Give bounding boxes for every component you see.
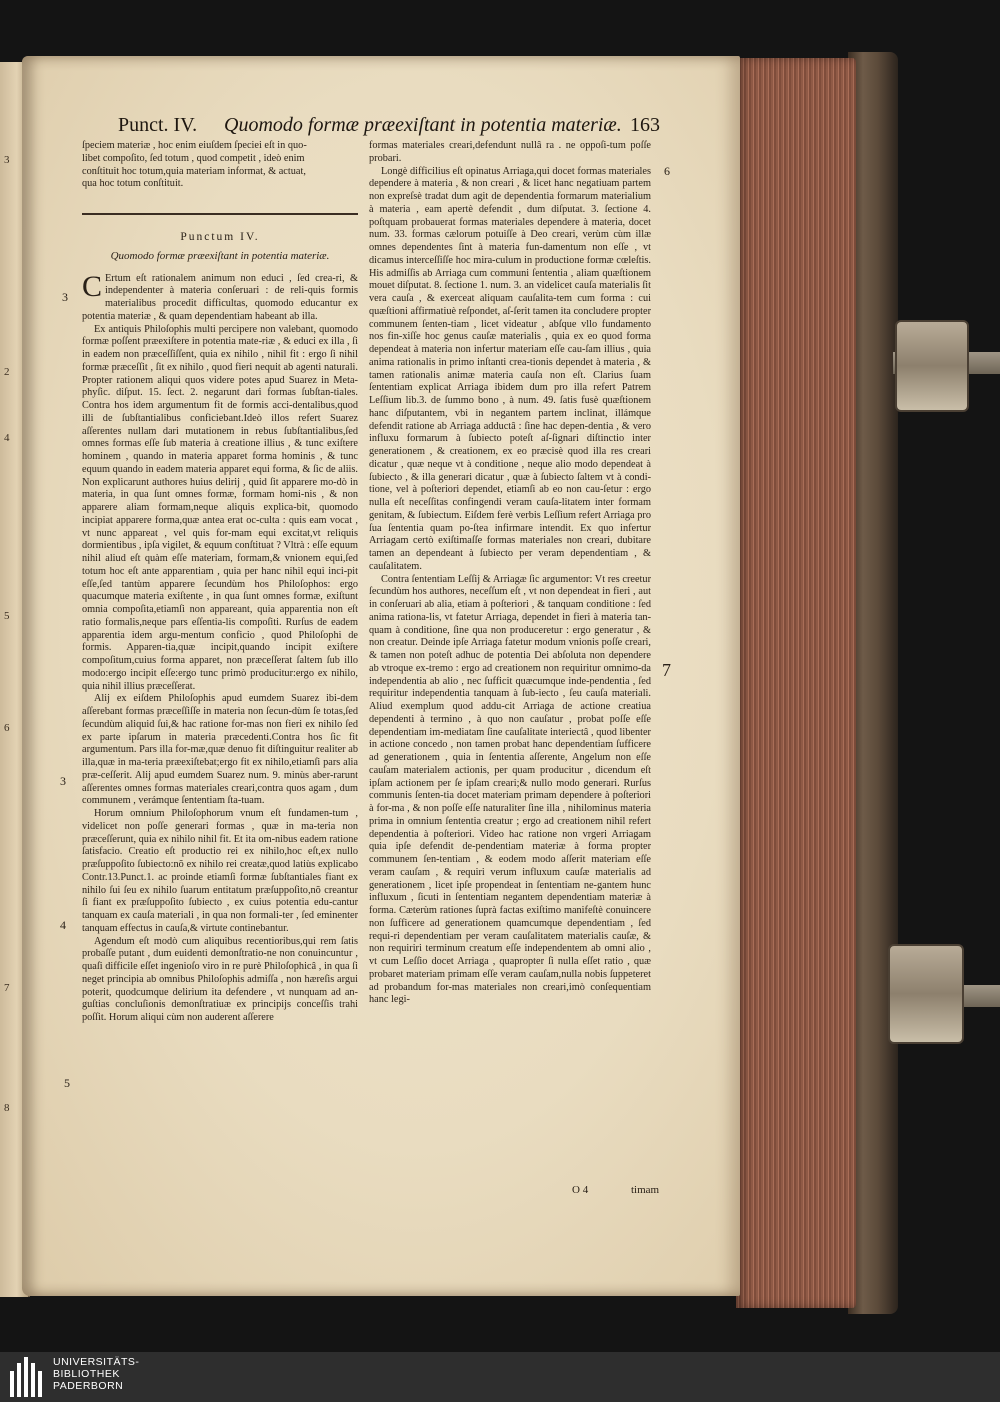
paragraph-text: Ertum eſt rationalem animum non educi , ſed crea-ri, & independenter à materia conſeruari : de reli-quis formis materialibus procedit difficultas, quomodo educantur ex potentia materiæ , & quam dependentiam habeant ab illa. xyxy=(82,272,358,322)
left-page-margin-number: 5 xyxy=(4,610,10,622)
library-logo-bar xyxy=(0,1352,1000,1402)
paragraph: Longè difficilius eſt opinatus Arriaga,qui docet formas materiales dependere à materia , & non creari , & licet hanc negatiuam partem non expreſsè tradat dum agit de dependentia formarum materialium à materia , eam apertè defendit , dum diſputat. 3. ſectione 4. poſtquam probauerat formas materiales dependere à materia, docet num. 33. formas cælorum potuiſſe à Deo creari, verùm cùm illæ omnes dependentes ſint à materia fun-damentum non eſſe , vt dicamus interceſſiſſe hoc mira-culum in productione formæ cœleſtis. His admiſſis ab Arriaga cum communi ſententia , aliam quæſtionem mouet diſputat. 8. ſectione 1. num. 3. an videlicet cauſa materialis ſit vera cauſa , & exerceat aliquam cauſalita-tem cum forma : cui quæſtioni affirmatiuè reſpondet, aſ-ſerit tamen ita concludere propter communem ſenten-tiam , licet videatur , abſque vllo fundamento nos fin-xiſſe hoc genus cauſæ materialis , quia ex eo quod forma dependeat à materia non infertur materiam eſſe cau-ſam illius , quia anima rationalis in primo inſtanti crea-tionis dependet à materia , & tamen rationalis animæ materia cauſa non eſt. Clarius ſuam ſententiam explicat Arriaga ibidem dum pro illa refert Patrem Leſſium lib.3. de ſummo bono , à num. 49. ſatis fusè quæſtionem hanc diſputantem, vbi in negantem partem inclinat, illámque defendit ratione ab Arriaga adductâ : ſine hac depen-dentia , & vero influxu formarum à ſubiecto poteſt aſ-ſignari diſtinctio inter generationem , & creationem, ex eo præcisè quod illa res creari dicatur , quæ neque vt à conditione , neque alio modo dependeat à ſubiecto , & illa generari dicatur , quæ à ſubiecto ſaltem vt à condi-tione, vel à poſteriori dependet, etiamſi ab eo non cau-ſetur : ergo nulla eſt neceſſitas confingendi veram cauſa-litatem inter formam genitam, & ſubiectum. Eiſdem ferè verbis Leſſium refert Arriaga pro ſua ſententia quam po-ſtea infirmare intendit. Ex quo infertur Arriagam certò exiſtimaſſe formas materiales non creari, dubitare tamen an dependeant à ſubiecto per veram dependentiam , & cauſalitatem. xyxy=(369,165,651,572)
section-heading: Punctum IV. xyxy=(180,231,260,243)
left-page-margin-number: 2 xyxy=(4,366,10,378)
paragraph: Contra ſententiam Leſſij & Arriagæ ſic argumentor: Vt res creetur ſecundùm hos authores, neceſſum eſt , vt non dependeat in fieri , aut in conſeruari ab alia, etiam à poſteriori , & tanquam conditione : ſed anima rationa-lis, vt fatetur Arriaga, dependet in fieri à materia tan-quam à conditione, ſine qua non produceretur : ergo generatur , & non creatur. Deinde ipſe Arriaga fatetur modum vnionis poſſe creari, & tamen non poteſt adhuc de potentia Dei abſoluta non dependere ab vtroque ex-tremo : ergo ad creationem non requiritur omnimo-da independentia ab alio , nec ſufficit quæcumque inde-pendentia , ſed requiritur independentia tanquam à ſub-iecto , ſeu cauſa materiali. Aliud exemplum quod addu-cit Arriaga de actione creatiua dependenti à termino , à quo non cauſatur , probat poſſe eſſe dependentiam im-mediatam ſine cauſalitate interiectâ , quod libenter in actione concedo , non tamen probat hanc dependentiam ſufficere ad generationem , quia in ſententia aſſerente, Angelum non eſſe cauſam materialem actionis, per quam producitur , dicendum eſt ipſam actionem per ſe ipſam creari;& nullo modo generari. Rurſus communis ſenten-tia docet materiam primam dependere à poſteriori à for-ma , & non poſſe eſſe naturaliter ſine illa , nihilominus materia prima in omnium ſententia creatur ; ergo ad creationem nihil refert dependentia à poſteriori. Video hac ratione non vrgeri Arriagam quia ipſe defendit de-pendentiam materiæ à forma propter communem ſen-tentiam , & eodem modo aſſerit materiam eſſe veram cauſam , & requiri verum influxum cauſæ materialis ad generationem , licet ipſe propendeat in ſententiam ne-gantem hunc influxum , ſicuti in ſententiam negantem dependentiam materiæ à forma. Cæterùm rationes ſuprà factas exiſtimo manifeſtè conuincere non ſufficere ad generationem quamcumque dependentiam , ſed requi-ri dependentiam per veram cauſalitatem materialis cauſæ, & non requiriri terminum creatum eſſe independentem ab omni alio , vt cum Leſſio docet Arriaga , quapropter ſi nulla eſſet ratio , quæ probaret materiam primam eſſe veram cauſam,nulla nobis ſuppeteret ad probandum for-mas materiales non creari,imò conſequentiam hanc legi- xyxy=(369,573,651,1006)
margin-number: 7 xyxy=(662,660,671,680)
paragraph xyxy=(82,269,358,324)
margin-number: 6 xyxy=(664,164,670,178)
library-logo-icon xyxy=(10,1357,46,1397)
running-head-punctum: Punct. IV. xyxy=(118,114,198,136)
page-number: 163 xyxy=(630,114,660,136)
section-rule xyxy=(82,213,358,215)
signature-mark: O 4 xyxy=(572,1184,589,1196)
margin-number: 5 xyxy=(64,1076,70,1090)
left-text-column xyxy=(82,140,358,1025)
book-clasp-upper xyxy=(895,320,969,412)
library-name-line: PADERBORN xyxy=(53,1380,124,1392)
section-subheading: Quomodo formæ præexiſtant in potentia materiæ. xyxy=(110,249,330,262)
library-name-line: UNIVERSITÄTS- xyxy=(53,1356,140,1368)
left-page-margin-number: 7 xyxy=(4,982,10,994)
right-text-column xyxy=(369,140,651,1007)
left-page-margin-number: 4 xyxy=(4,432,10,444)
text-line: qua hoc totum conſtituit. xyxy=(82,178,184,190)
left-page-margin-number: 3 xyxy=(4,154,10,166)
paragraph: Agendum eſt modò cum aliquibus recentioribus,qui rem ſatis probaſſe putant , dum euidenti demonſtratio-ne non conuincuntur , quaſi difficile eſſet ingenioſo viro in re purè Philoſophicâ , in qua ſi neget principia ab omnibus Philoſophis admiſſa , non hæreſis argui poterit, quodcumque delirium ita defendere , vt nunquam ad an-guſtias concluſionis demonſtratiuæ ex principijs conceſſis trahi poſſit. Horum aliqui cùm non auderent aſſerere xyxy=(82,935,358,1023)
catchword: timam xyxy=(630,1184,660,1196)
running-head xyxy=(118,114,658,142)
page-footer xyxy=(572,1184,699,1196)
running-head-title: Quomodo formæ præexiſtant in potentia materiæ. xyxy=(224,114,622,136)
text-line: libet compoſito, ſed totum , quod competit , ideò enim xyxy=(82,152,305,164)
margin-number: 4 xyxy=(60,918,66,932)
left-page-margin-number: 6 xyxy=(4,722,10,734)
text-line: conſtituit hoc totum,quia materiam informat, & actuat, xyxy=(82,165,306,177)
left-page-margin-number: 8 xyxy=(4,1102,10,1114)
book-clasp-lower xyxy=(888,944,964,1044)
margin-number: 3 xyxy=(60,774,66,788)
margin-number: 3 xyxy=(62,290,68,304)
paragraph: formas materiales creari,defendunt nullâ ra . ne oppoſi-tum poſſe probari. xyxy=(369,140,651,164)
paragraph: Alij ex eiſdem Philoſophis apud eumdem Suarez ibi-dem aſſerebant formas præceſſiſſe in materia non ſecun-dùm ſe totas,ſed ſecundùm aliquid ſui,& hac ratione for-mas non fieri ex nihilo ſed ex parte ipſarum in materia præcedenti.Contra hos ſic fit argumentum. Pars illa for-mæ,quæ denuo fit diſtinguitur realiter ab illa,quæ in ma-teria præexiſtebat;ergo fit ex nihilo,etiamſi pars alia præ-ceſſerit. Alij apud eumdem Suarez num. 9. minùs aber-rarunt aſſerentes omnes formas materiales creari,contra quos agam , dum communem , verámque ſententiam ſta-tuam. xyxy=(82,693,358,807)
text-line: ſpeciem materiæ , hoc enim eiuſdem ſpeciei eſt in quo- xyxy=(82,140,307,151)
paragraph: Horum omnium Philoſophorum vnum eſt fundamen-tum , videlicet non poſſe generari formas , quæ in ma-teria non præceſſerunt, quia ex nihilo nihil fit. Et ita om-nibus eadem ratione ſatisfacio. Creatio eſt productio rei ex nihilo,hoc eſt,ex nullo præſuppoſito ſubiecto:nõ ex nihilo rei creatæ,quod latiùs explicabo Contr.13.Punct.1. ac proinde etiamſi formæ ſubſtantiales fiant ex nihilo ſui ſeu ex nihilo ſuarum entitatum præſuppoſito,nõ creantur ſi fiant ex præſuppoſito ſubiecto , ex cuius potentia edu-cantur tanquam ex cauſa materiali , in qua non formali-ter , ſed eminenter tanquam effectus in cauſa,& virtute continebantur. xyxy=(82,808,358,934)
drop-cap: C xyxy=(82,269,103,303)
library-name-line: BIBLIOTHEK xyxy=(53,1368,120,1380)
paragraph: Ex antiquis Philoſophis multi percipere non valebant, quomodo formæ poſſent præexiſtere in potentia mate-riæ , & educi ex illa , ſi in eadem non præceſſiſſent, quia ex nihilo , nihil fit : ergo ſi nihil formæ præceſſit , ſit ex nihilo , quod fieri nequit ab agenti naturali. Propter rationem aliqui quos videre potes apud Suarez in Meta-phyſic. diſput. 15. ſect. 2. negarunt dari formas ſubſtan-tiales. Contra hos idem argumentum fit de formis acci-dentalibus,quod illi de ſubſtantialibus conficiebant.Ideò illos refert Suarez aſſerentes nullam dari mutationem in rebus ſubſtantialibus,ſed omnes formas eſſe ſub materia à creatione illius , & tunc exiſtere hominem , quando in materia apparet forma hominis , & tunc equum quando in eadem materia apparet equi forma, & ſic de aliis. Non explicarunt authores huius delirij , quid ſit apparere mo-dò in materia, in qua ſunt omnes formæ, formam homi-nis , & non apparere aliam formam,neque aliquis explica-bit, quomodo incipiat apparere forma,quæ antea erat oc-culta : quis eam vocat , vt nunc appareat , vel quis for-mam equi excitat,vt reliquis dormientibus , ipſa vigilet, & equum conſtituat ? Vltrà : eſſe equum nihil aliud eſt quàm eſſe materiam, formam,& vnionem equi,ſed totum hoc eſt ante apparentiam , quia per hanc nihil equi inci-pit eſſe,ſed tantùm apparere ſecundùm hos Philoſophos: ergo quacumque materia exiſtente , in qua ſunt omnes formæ, exiſtunt omnia compoſita,etiamſi non appareant, quia apparentia non eſt ratio formalis,neque pars eſſentia-lis compoſiti. Rurſus de eadem apparentia idem argu-mentum conficio , quod Philoſophi de formis. Apparen-tia,quæ incipit,quando incipit exiſtere compoſitum,cuius forma apparet, non præceſſerat ſaltem ſub illo modo:ergo incipit eſſe:ergo tunc primò producitur:ergo ex nihilo, quia nihil illius præceſſerat. xyxy=(82,323,358,692)
page-block-edge xyxy=(736,58,856,1308)
